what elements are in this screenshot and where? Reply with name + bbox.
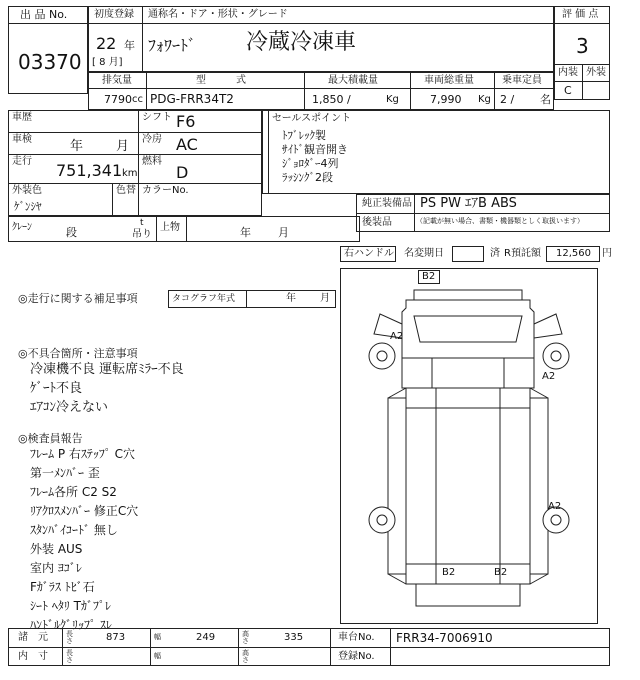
dimensions-label: 諸 元 (18, 632, 48, 643)
eval-score: 3 (576, 34, 589, 58)
chassis-label: 車台No. (338, 632, 375, 643)
interior-label: 内装 (558, 67, 578, 78)
crane-hanging: 吊り (132, 229, 152, 240)
length-label: 長さ (66, 630, 73, 645)
history-label: 車歴 (12, 112, 32, 123)
ext-color: ｹﾞﾝｼﾔ (14, 200, 42, 213)
height-label: 高さ (242, 630, 249, 645)
inspector-item: 外装 AUS (30, 542, 83, 556)
max-load-label: 最大積載量 (328, 75, 378, 86)
defect-item: ｴｱｺﾝ冷えない (30, 400, 109, 415)
inner-height-label: 高さ (242, 649, 249, 664)
driving-notes-label: ◎走行に関する補足事項 (18, 292, 138, 305)
capacity-unit: 名 (540, 93, 551, 106)
model: PDG-FRR34T2 (150, 92, 234, 106)
grade: 冷蔵冷凍車 (246, 30, 357, 55)
tacho-year: 年 (286, 293, 296, 304)
damage-mark: A2 (548, 501, 562, 512)
shift-label: シフト (142, 112, 172, 123)
lot-number: 03370 (18, 50, 82, 74)
capacity: 2 / (500, 93, 515, 106)
mileage: 751,341 (56, 161, 123, 180)
displacement: 7790 (104, 93, 132, 106)
registration-label: 登録No. (338, 651, 375, 662)
inspector-item: ｽﾀﾝﾊﾞｲｺｰﾄﾞ 無し (30, 523, 118, 537)
interior-grade: C (564, 84, 572, 97)
eval-label: 評 価 点 (562, 9, 599, 20)
reg-year-unit: 年 (124, 39, 135, 52)
inspection-label: 車検 (12, 134, 32, 145)
sales-point: ﾗｯｼﾝｸﾞ2段 (282, 171, 333, 184)
inspector-item: ﾌﾚｰﾑ P 右ｽﾃｯﾌﾟ C穴 (30, 447, 136, 461)
length: 873 (106, 632, 126, 643)
model-label: 型 式 (196, 75, 246, 86)
aftermarket-note: （記載が無い場合、書類・機器類としく取扱います） (416, 217, 584, 225)
mileage-label: 走行 (12, 156, 32, 167)
inspector-item: Fｶﾞﾗｽ ﾄﾋﾞ石 (30, 580, 95, 594)
reg-month: [ 8 月] (92, 57, 123, 68)
displacement-label: 排気量 (102, 75, 132, 86)
height: 335 (284, 632, 304, 643)
recycle-unit: 円 (602, 248, 612, 259)
shift: F6 (176, 112, 196, 131)
width: 249 (196, 632, 216, 643)
crane-label: ｸﾚｰﾝ (12, 222, 32, 233)
inspector-item: ｼｰﾄ ﾍﾀﾘ Tｶﾞﾌﾟﾚ (30, 599, 111, 613)
car-name: ﾌｫﾜｰﾄﾞ (148, 36, 197, 55)
ac-label: 冷房 (142, 134, 162, 145)
sales-point: ｻｲﾄﾞ観音開き (282, 143, 348, 156)
width-label: 幅 (154, 633, 161, 641)
max-load-unit: Kg (386, 94, 399, 105)
gross-weight: 7,990 (430, 93, 462, 106)
standard-equipment: PS PW ｴｱB ABS (420, 196, 517, 211)
details-box (8, 110, 262, 216)
capacity-label: 乗車定員 (502, 75, 542, 86)
inspection-month: 月 (116, 139, 130, 154)
inspector-item: 第一ﾒﾝﾊﾞｰ 歪 (30, 466, 100, 480)
exterior-label: 外装 (586, 67, 606, 78)
standard-equipment-label: 純正装備品 (362, 198, 412, 209)
tacho-label: タコグラフ年式 (172, 294, 236, 304)
ac: AC (176, 135, 198, 154)
truck-diagram (340, 268, 598, 624)
name-change-label: 名変期日 (404, 248, 444, 259)
tacho-month: 月 (320, 293, 330, 304)
gross-weight-unit: Kg (478, 94, 491, 105)
inspector-label: ◎検査員報告 (18, 432, 83, 445)
sales-points-label: セールスポイント (272, 113, 352, 124)
damage-mark: B2 (422, 271, 436, 282)
aftermarket-label: 後装品 (362, 217, 392, 228)
inspector-item: ﾌﾚｰﾑ各所 C2 S2 (30, 485, 117, 499)
recycle-value: 12,560 (556, 248, 591, 259)
color-no-label: カラーNo. (142, 185, 189, 196)
color-change-label: 色替 (116, 185, 136, 196)
defects-label: ◎不具合箇所・注意事項 (18, 347, 138, 360)
lift-month: 月 (278, 226, 289, 239)
recycle-mark: 済 (490, 248, 500, 259)
inspector-item: 室内 ﾖｺﾞﾚ (30, 561, 82, 575)
defect-item: 冷凍機不良 運転席ﾐﾗｰ不良 (30, 362, 184, 377)
inner-width-label: 幅 (154, 652, 161, 660)
max-load: 1,850 / (312, 93, 351, 106)
inspection-year: 年 (70, 139, 84, 154)
inspector-item: ﾊﾝﾄﾞﾙｸﾞﾘｯﾌﾟ ｽﾚ (30, 618, 112, 632)
damage-mark: A2 (390, 331, 404, 342)
chassis-number: FRR34-7006910 (396, 631, 493, 645)
mileage-unit: km (122, 168, 138, 179)
first-reg-label: 初度登録 (94, 9, 134, 20)
sales-point: ﾄﾌﾞﾚｯｸ製 (282, 129, 326, 142)
crane-ton-unit: t (140, 218, 144, 228)
recycle-label: R預託額 (504, 248, 541, 259)
displacement-unit: cc (132, 94, 143, 105)
crane-stage: 段 (66, 226, 77, 239)
inner-length-label: 長さ (66, 649, 73, 664)
name-change-value (452, 246, 484, 262)
defect-item: ｹﾞｰﾄ不良 (30, 381, 83, 396)
lift-label: 上物 (160, 222, 180, 233)
reg-year: 22 (96, 34, 117, 53)
name-label: 通称名・ドア・形状・グレード (148, 9, 288, 20)
inspector-item: ﾘｱｸﾛｽﾒﾝﾊﾞｰ 修正C穴 (30, 504, 139, 518)
lot-label: 出 品 No. (20, 8, 68, 21)
sales-point: ｼﾞｮﾛﾀﾞｰ4列 (282, 157, 339, 170)
lift-year: 年 (240, 226, 251, 239)
inner-dims-label: 内 寸 (18, 651, 48, 662)
right-handle-label: 右ハンドル (344, 248, 394, 259)
fuel-label: 燃料 (142, 156, 162, 167)
damage-mark: B2 (494, 567, 508, 578)
damage-mark: B2 (442, 567, 456, 578)
damage-mark: A2 (542, 371, 556, 382)
crane-box (8, 216, 360, 242)
gross-weight-label: 車両総重量 (424, 75, 474, 86)
ext-color-label: 外装色 (12, 185, 42, 196)
fuel: D (176, 163, 189, 182)
